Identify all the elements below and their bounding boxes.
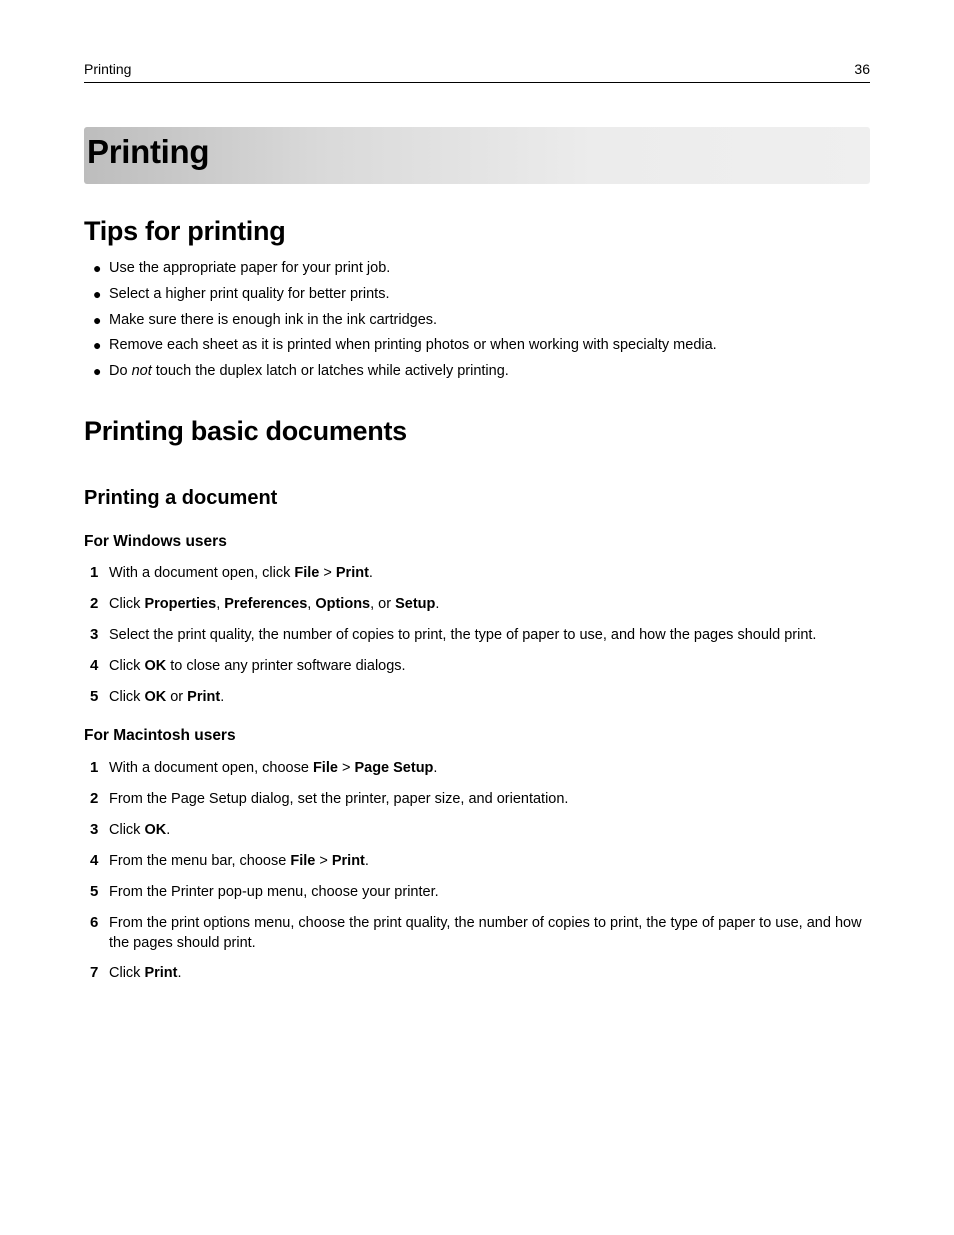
- windows-steps: [84, 563, 870, 707]
- list-item: 6 From the print options menu, choose the print quality, the number of copies to print, the type of paper to use, and how the pages should print.: [90, 914, 862, 951]
- page-number: 36: [854, 61, 870, 77]
- running-header: [84, 60, 870, 83]
- list-item: 3 Click OK.: [90, 821, 171, 838]
- bullet-icon: ●: [93, 260, 102, 276]
- list-item: ● Make sure there is enough ink in the ink cartridges.: [93, 311, 438, 328]
- bullet-icon: ●: [93, 337, 102, 354]
- tips-list: [84, 258, 870, 387]
- list-item: ● Remove each sheet as it is printed when printing photos or when working with specialty media.: [93, 337, 717, 354]
- list-item: 1 With a document open, click File > Print.: [90, 564, 373, 581]
- macintosh-users-heading: For Macintosh users: [84, 727, 236, 744]
- list-item: ● Use the appropriate paper for your print job.: [93, 260, 391, 276]
- tips-heading: Tips for printing: [84, 216, 286, 246]
- printing-a-document-heading: Printing a document: [84, 487, 278, 509]
- chapter-banner: [84, 127, 870, 184]
- list-item: 7 Click Print.: [90, 964, 182, 981]
- bullet-icon: ●: [93, 285, 102, 302]
- list-item: 4 From the menu bar, choose File > Print.: [90, 852, 369, 869]
- bullet-icon: ●: [93, 363, 102, 380]
- bullet-icon: ●: [93, 311, 102, 328]
- list-item: 2 From the Page Setup dialog, set the printer, paper size, and orientation.: [90, 790, 569, 807]
- macintosh-steps: [84, 758, 870, 983]
- windows-users-heading: For Windows users: [84, 533, 227, 550]
- list-item: 2 Click Properties, Preferences, Options, or Setup.: [90, 595, 440, 612]
- list-item: 5 From the Printer pop-up menu, choose your printer.: [90, 883, 439, 900]
- basic-docs-heading: Printing basic documents: [84, 416, 407, 446]
- chapter-title: Printing: [87, 133, 210, 170]
- list-item: ● Do not touch the duplex latch or latches while actively printing.: [93, 363, 509, 380]
- list-item: ● Select a higher print quality for better prints.: [93, 285, 390, 302]
- list-item: 5 Click OK or Print.: [90, 688, 225, 705]
- list-item: 1 With a document open, choose File > Page Setup.: [90, 759, 438, 776]
- running-header-section: Printing: [84, 61, 132, 77]
- list-item: 3 Select the print quality, the number of copies to print, the type of paper to use, and how the pages should print.: [90, 626, 817, 643]
- list-item: 4 Click OK to close any printer software dialogs.: [90, 657, 406, 674]
